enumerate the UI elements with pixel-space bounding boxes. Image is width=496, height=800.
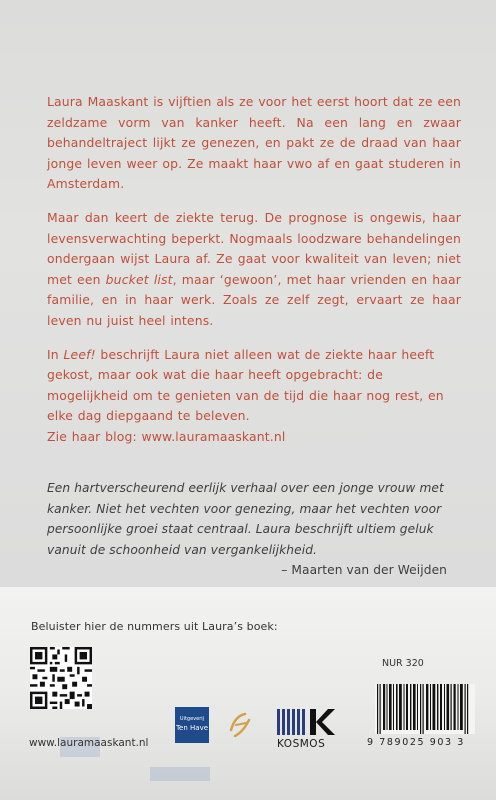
endorsement-quote	[47, 478, 461, 581]
blurb-paragraph-2	[47, 208, 461, 332]
blurb-p3-end: beschrijft Laura niet alleen wat de ziekte haar heeft gekost, maar ook wat die haar heeft opgebracht: de mogelijkheid om te genieten van de tijd die haar nog rest, en elke dag diepgaand te beleven.	[47, 346, 444, 424]
nur-code: NUR 320	[382, 658, 424, 669]
barcode-icon	[375, 684, 475, 734]
blurb-paragraph-3	[47, 345, 461, 448]
ten-have-label: Ten Have	[175, 724, 209, 732]
blurb	[47, 92, 461, 461]
blurb-p3-start: In	[47, 346, 64, 362]
h-logo-icon	[225, 710, 255, 740]
ten-have-small-label: Uitgeverij	[179, 716, 205, 722]
blurb-p2-end: , maar ‘gewoon’, met haar vrienden en haar familie, en in haar werk. Zoals ze zelf zegt, ervaart ze haar leven nu juist heel intens.	[47, 271, 461, 328]
website-link[interactable]: www.lauramaaskant.nl	[29, 737, 149, 749]
listen-text: Beluister hier de nummers uit Laura’s boek:	[31, 620, 278, 633]
back-cover-footer	[0, 587, 496, 800]
qr-code-icon	[30, 647, 92, 709]
blog-line: Zie haar blog: www.lauramaaskant.nl	[47, 428, 286, 444]
blurb-p2-start: Maar dan keert de ziekte terug. De prognose is ongewis, haar levensverwachting beperkt. Nogmaals loodzware behandelingen ondergaan wijst Laura af. Ze gaat voor kwaliteit van leven; niet met een	[47, 209, 461, 287]
kosmos-label: KOSMOS	[277, 738, 326, 750]
quote-text: Een hartverscheurend eerlijk verhaal over een jonge vrouw met kanker. Niet het vechten voor genezing, maar het vechten voor persoonlijke groei staat centraal. Laura beschrijft ultiem geluk vanuit de schoonheid van vergankelijkheid.	[47, 481, 444, 557]
bucket-list-emphasis: bucket list	[105, 271, 173, 287]
book-title-emphasis: Leef!	[63, 346, 96, 362]
quote-author: – Maarten van der Weijden	[281, 563, 447, 578]
ghost-print	[150, 767, 210, 781]
ten-have-logo	[175, 707, 209, 743]
isbn-number: 9 789025 903 3	[367, 737, 465, 748]
blurb-paragraph-1: Laura Maaskant is vijftien als ze voor het eerst hoort dat ze een zeldzame vorm van kanker heeft. Na een lang en zwaar behandeltraject lijkt ze genezen, en pakt ze de draad van haar jonge leven weer op. Ze maakt haar vwo af en gaat studeren in Amsterdam.	[47, 94, 461, 192]
